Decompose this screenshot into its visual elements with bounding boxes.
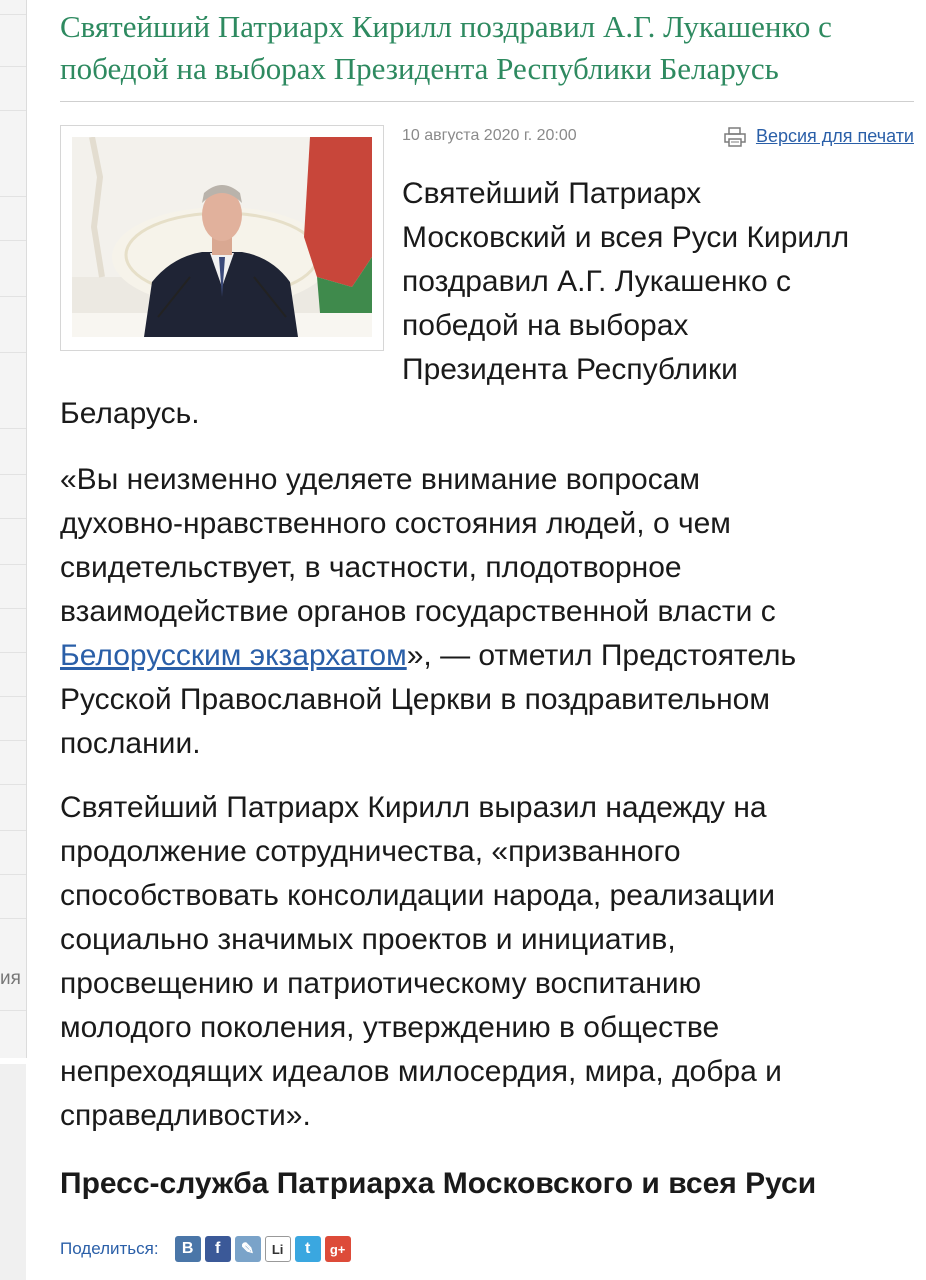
article-lead	[60, 172, 916, 436]
vk-glyph: В	[181, 1240, 194, 1257]
sidebar-bottom-panel	[0, 1064, 26, 1280]
printer-icon	[724, 127, 746, 147]
sidebar-divider	[0, 474, 26, 475]
paragraph-line: способствовать консолидации народа, реализации	[60, 879, 775, 912]
paragraph-line: послании.	[60, 727, 201, 760]
sidebar-divider	[0, 564, 26, 565]
lead-line: поздравил А.Г. Лукашенко с	[402, 265, 791, 298]
paragraph-line: молодого поколения, утверждению в обществе	[60, 1011, 720, 1044]
sidebar-divider	[0, 66, 26, 67]
facebook-glyph: f	[214, 1240, 221, 1257]
sidebar-divider	[0, 696, 26, 697]
sidebar-divider	[0, 1010, 26, 1011]
article-headline: Святейший Патриарх Кирилл поздравил А.Г. Лукашенко с победой на выборах Президента Республики Беларусь	[60, 9, 832, 86]
sidebar-divider	[0, 830, 26, 831]
sidebar-divider	[0, 352, 26, 353]
sidebar-divider	[0, 652, 26, 653]
sidebar-divider	[0, 518, 26, 519]
print-version-link[interactable]	[724, 126, 914, 147]
paragraph-line	[60, 634, 916, 678]
sidebar-divider	[0, 874, 26, 875]
livejournal-share-icon[interactable]	[235, 1236, 261, 1262]
paragraph-line: продолжение сотрудничества, «призванного	[60, 835, 681, 868]
article-paragraph-quote	[60, 458, 916, 766]
lead-line: Беларусь.	[60, 397, 200, 430]
paragraph-line: Святейший Патриарх Кирилл выразил надежду на	[60, 791, 767, 824]
lead-line: победой на выборах	[402, 309, 689, 342]
paragraph-text: », — отметил Предстоятель	[406, 639, 797, 672]
share-label: Поделиться:	[60, 1239, 159, 1258]
paragraph-line: взаимодействие органов государственной власти с	[60, 595, 776, 628]
linkedin-glyph: Li	[271, 1241, 284, 1257]
article-date: 10 августа 2020 г. 20:00	[402, 127, 577, 144]
headline-divider	[60, 101, 914, 102]
paragraph-line: духовно-нравственного состояния людей, о чем	[60, 507, 731, 540]
article-paragraph-hope	[60, 786, 916, 1138]
googleplus-glyph: g+	[329, 1241, 346, 1257]
print-version-label: Версия для печати	[755, 126, 914, 146]
lead-line: Святейший Патриарх	[402, 177, 702, 210]
livejournal-glyph: ✎	[240, 1241, 255, 1258]
paragraph-line: просвещению и патриотическому воспитанию	[60, 967, 702, 1000]
sidebar-divider	[0, 240, 26, 241]
facebook-share-icon[interactable]	[205, 1236, 231, 1262]
exarchate-link[interactable]: Белорусским экзархатом	[60, 639, 407, 672]
share-bar	[60, 1236, 351, 1262]
sidebar-divider	[0, 784, 26, 785]
sidebar-link-fragment[interactable]: ия	[0, 968, 21, 989]
paragraph-line: социально значимых проектов и инициатив,	[60, 923, 676, 956]
paragraph-line: Русской Православной Церкви в поздравительном	[60, 683, 770, 716]
paragraph-line: свидетельствует, в частности, плодотворное	[60, 551, 682, 584]
sidebar-divider	[0, 918, 26, 919]
sidebar-divider	[0, 196, 26, 197]
sidebar-divider	[0, 296, 26, 297]
sidebar-divider	[0, 14, 26, 15]
twitter-glyph: t	[304, 1240, 311, 1257]
sidebar-divider	[0, 110, 26, 111]
googleplus-share-icon[interactable]	[325, 1236, 351, 1262]
article-signature: Пресс-служба Патриарха Московского и всея Руси	[60, 1167, 817, 1200]
lead-line: Президента Республики	[402, 353, 738, 386]
paragraph-line: «Вы неизменно уделяете внимание вопросам	[60, 463, 701, 496]
sidebar	[0, 0, 27, 1058]
sidebar-divider	[0, 608, 26, 609]
vk-share-icon[interactable]	[175, 1236, 201, 1262]
linkedin-share-icon[interactable]	[265, 1236, 291, 1262]
sidebar-divider	[0, 428, 26, 429]
sidebar-divider	[0, 740, 26, 741]
paragraph-line: справедливости».	[60, 1099, 311, 1132]
lead-line: Московский и всея Руси Кирилл	[402, 221, 850, 254]
twitter-share-icon[interactable]	[295, 1236, 321, 1262]
paragraph-line: непреходящих идеалов милосердия, мира, добра и	[60, 1055, 782, 1088]
